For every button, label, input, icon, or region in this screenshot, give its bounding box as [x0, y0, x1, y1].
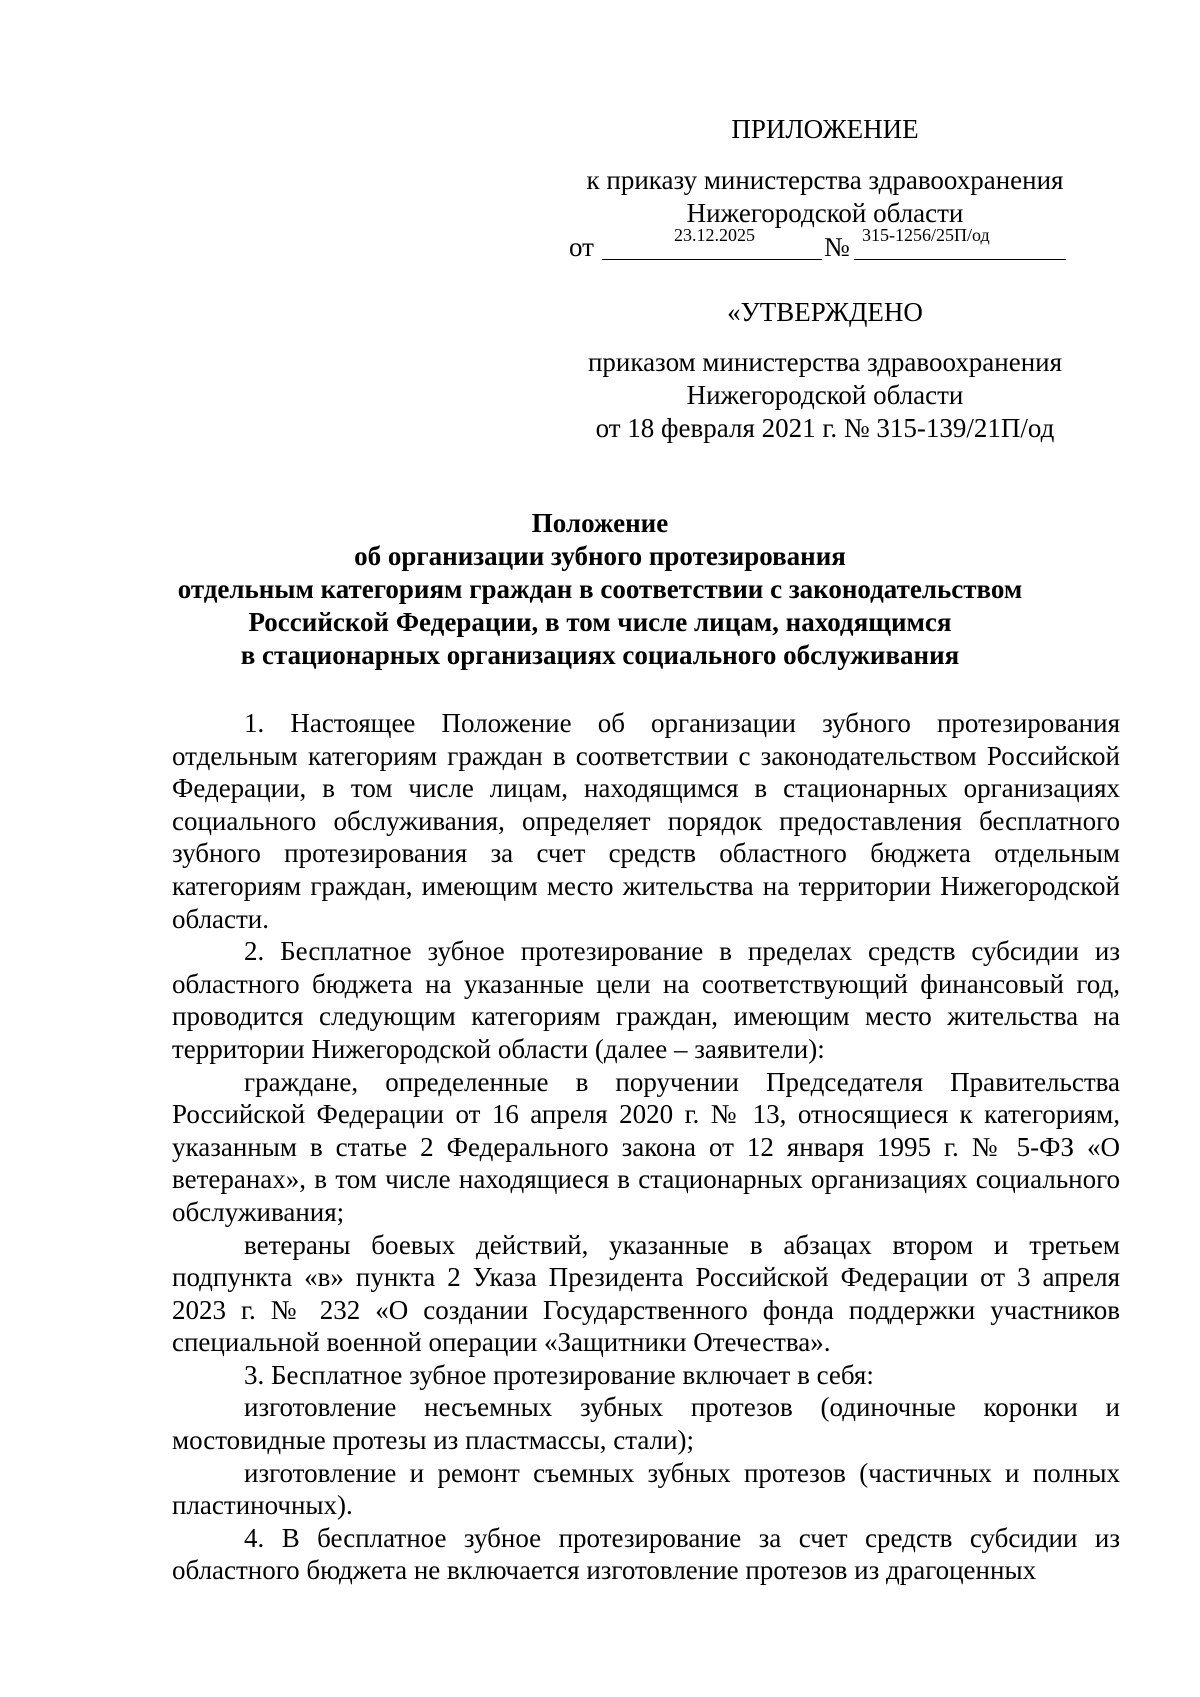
- paragraph: 3. Бесплатное зубное протезирование включает в себя:: [244, 1359, 874, 1390]
- number-sign: №: [824, 232, 850, 262]
- approved-order: [560, 346, 1090, 445]
- approved-order-line: приказом министерства здравоохранения: [587, 347, 1063, 377]
- title-line: в стационарных организациях социального обслуживания: [240, 640, 960, 670]
- document-title: [160, 507, 1040, 672]
- paragraph: 1. Настоящее Положение об организации зубного протезирования отдельным категориям граждан в соответствии с законодательством Российской Федерации, в том числе лицам, находящимся в стационарных организациях социального обслуживания, определяет порядок предоставления бесплатного зубного протезирования за счет средств областного бюджета отдельным категориям граждан, имеющим место жительства на территории Нижегородской области.: [172, 708, 1120, 934]
- title-line: отдельным категориям граждан в соответствии с законодательством: [177, 574, 1023, 604]
- order-reference-line: Нижегородской области: [686, 198, 964, 228]
- approved-title: «УТВЕРЖДЕНО: [727, 297, 923, 327]
- paragraph: ветераны боевых действий, указанные в абзацах втором и третьем подпункта «в» пункта 2 Указа Президента Российской Федерации от 3 апреля 2023 г. № 232 «О создании Государственного фонда поддержки участников специальной военной операции «Защитники Отечества».: [172, 1229, 1120, 1358]
- paragraph: 2. Бесплатное зубное протезирование в пределах средств субсидии из областного бюджета на указанные цели на соответствующий финансовый год, проводится следующим категориям граждан, имеющим место жительства на территории Нижегородской области (далее – заявители):: [172, 936, 1120, 1064]
- order-date-number-line: [569, 225, 1069, 268]
- order-date: 23.12.2025: [674, 225, 755, 245]
- approved-order-line: от 18 февраля 2021 г. № 315-139/21П/од: [595, 413, 1055, 443]
- paragraph: изготовление и ремонт съемных зубных протезов (частичных и полных пластиночных).: [172, 1457, 1120, 1521]
- title-line: об организации зубного протезирования: [354, 541, 846, 571]
- date-underline: [602, 259, 822, 260]
- title-line: Российской Федерации, в том числе лицам, находящимся: [248, 607, 952, 637]
- paragraph: изготовление несъемных зубных протезов (одиночные коронки и мостовидные протезы из пластмассы, стали);: [172, 1392, 1120, 1456]
- order-prefix: от: [569, 232, 594, 262]
- title-line: Положение: [531, 508, 669, 538]
- order-number: 315-1256/25П/од: [862, 225, 990, 245]
- number-underline: [854, 259, 1066, 260]
- order-reference: [560, 164, 1090, 230]
- paragraph: граждане, определенные в поручении Председателя Правительства Российской Федерации от 16 апреля 2020 г. № 13, относящиеся к категориям, указанным в статье 2 Федерального закона от 12 января 1995 г. № 5-ФЗ «О ветеранах», в том числе находящиеся в стационарных организациях социального обслуживания;: [172, 1066, 1120, 1227]
- approved-order-line: Нижегородской области: [686, 380, 964, 410]
- document-body: [172, 707, 1120, 1587]
- paragraph: 4. В бесплатное зубное протезирование за счет средств субсидии из областного бюджета не включается изготовление протезов из драгоценных: [172, 1522, 1120, 1586]
- appendix-title: ПРИЛОЖЕНИЕ: [731, 114, 919, 144]
- order-reference-line: к приказу министерства здравоохранения: [586, 165, 1064, 195]
